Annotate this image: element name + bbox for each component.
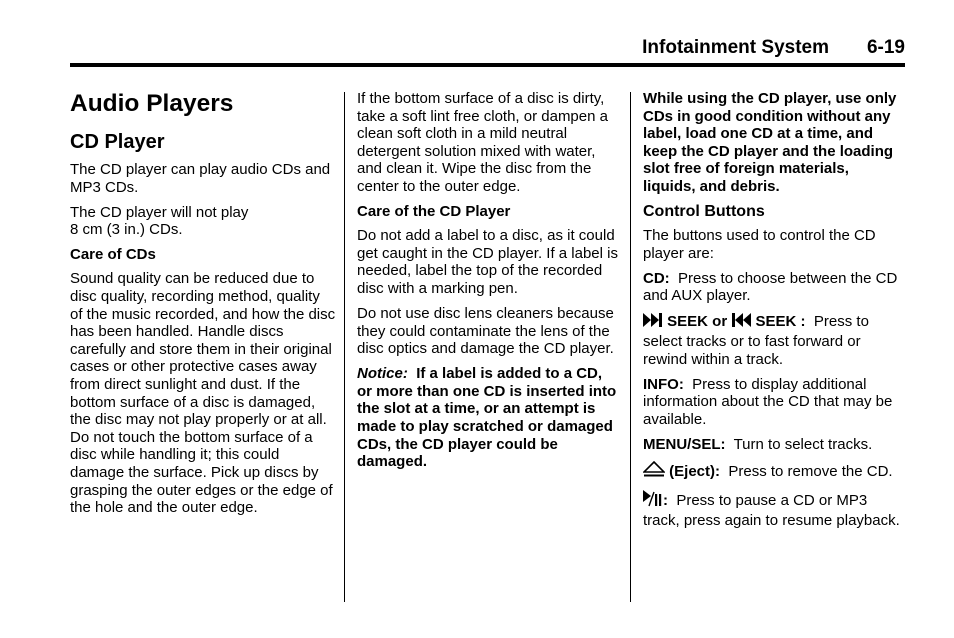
care-of-player-heading: Care of the CD Player xyxy=(357,203,511,221)
seek-back-icon xyxy=(731,312,751,333)
seek-text: Press to select tracks or to fast forward or rewind within a track. xyxy=(643,313,869,368)
paragraph-formats: The CD player can play audio CDs and MP3 CDs. xyxy=(70,161,331,196)
menu-text: Turn to select tracks. xyxy=(733,436,873,453)
seek-button-item xyxy=(643,312,901,368)
paragraph-lens-cleaners: Do not use disc lens cleaners because they could contaminate the lens of the disc optics and damage the CD player. xyxy=(357,304,614,358)
menu-label: MENU/SEL: xyxy=(643,436,726,453)
eject-text: Press to remove the CD. xyxy=(728,463,893,481)
play-pause-item xyxy=(643,490,901,529)
column-divider-2 xyxy=(630,92,631,602)
paragraph-size xyxy=(70,204,336,239)
control-intro: The buttons used to control the CD player are: xyxy=(643,227,876,262)
notice-paragraph xyxy=(357,365,619,471)
seek-label-1: SEEK or xyxy=(667,313,728,331)
header-rule xyxy=(70,63,905,67)
cd-button-label: CD: xyxy=(643,269,670,287)
cd-player-heading: CD Player xyxy=(70,131,165,153)
warning-paragraph: While using the CD player, use only CDs in good condition without any label, load one CD at a time, and keep the CD player and the loading slot free of foreign materials, liquids, and debris. xyxy=(643,90,897,195)
info-button-item xyxy=(643,376,901,429)
page-number: 6-19 xyxy=(866,37,905,58)
eject-button-item xyxy=(643,461,901,483)
paragraph-cleaning: If the bottom surface of a disc is dirty, take a soft lint free cloth, or dampen a clean soft cloth in a mild neutral detergent solution mixed with water, and clean it. Wipe the disc from the center to the outer edge. xyxy=(357,90,608,195)
cd-button-text: Press to choose between the CD and AUX player. xyxy=(643,269,898,305)
care-of-cds-heading: Care of CDs xyxy=(70,246,156,264)
size-line-1: The CD player will not play xyxy=(70,203,249,221)
play-pause-label: : xyxy=(663,492,668,510)
cd-button-item xyxy=(643,270,901,305)
seek-label-2: SEEK : xyxy=(755,313,806,331)
paragraph-labels: Do not add a label to a disc, as it could get caught in the CD player. If a label is needed, label the top of the recorded disc with a marking pen. xyxy=(357,227,618,297)
menu-button-item xyxy=(643,436,901,454)
column-divider-1 xyxy=(344,92,345,602)
info-text: Press to display additional information about the CD that may be available. xyxy=(643,375,893,428)
size-line-2: 8 cm (3 in.) CDs. xyxy=(70,221,183,239)
paragraph-sound-quality: Sound quality can be reduced due to disc quality, recording method, quality of the music recorded, and how the disc has been handled. Handle discs carefully and store them in their original cases or other protective cases away from direct sunlight and dust. If the bottom surface of a disc is damaged, the disc may not play properly or at all. Do not touch the bottom surface of a disc while handling it; this could damage the surface. Pick up discs by grasping the outer edges or the edge of the hole and the outer edge. xyxy=(70,270,336,517)
eject-icon xyxy=(643,461,665,483)
notice-label: Notice: xyxy=(357,365,408,383)
info-label: INFO: xyxy=(643,375,684,393)
column-2 xyxy=(357,90,619,478)
play-pause-text: Press to pause a CD or MP3 track, press again to resume playback. xyxy=(643,492,900,529)
eject-label: (Eject): xyxy=(669,463,721,481)
page-header xyxy=(70,36,905,60)
play-pause-icon xyxy=(643,490,663,512)
seek-forward-icon xyxy=(643,312,663,333)
column-1 xyxy=(70,90,336,524)
column-3 xyxy=(643,90,901,537)
control-buttons-heading: Control Buttons xyxy=(643,203,765,221)
section-title: Infotainment System xyxy=(642,37,829,58)
page-heading: Audio Players xyxy=(70,90,234,117)
notice-text: If a label is added to a CD, or more than one CD is inserted into the slot at a time, or an attempt is made to play scratched or damaged CDs, the CD player could be damaged. xyxy=(357,365,617,471)
